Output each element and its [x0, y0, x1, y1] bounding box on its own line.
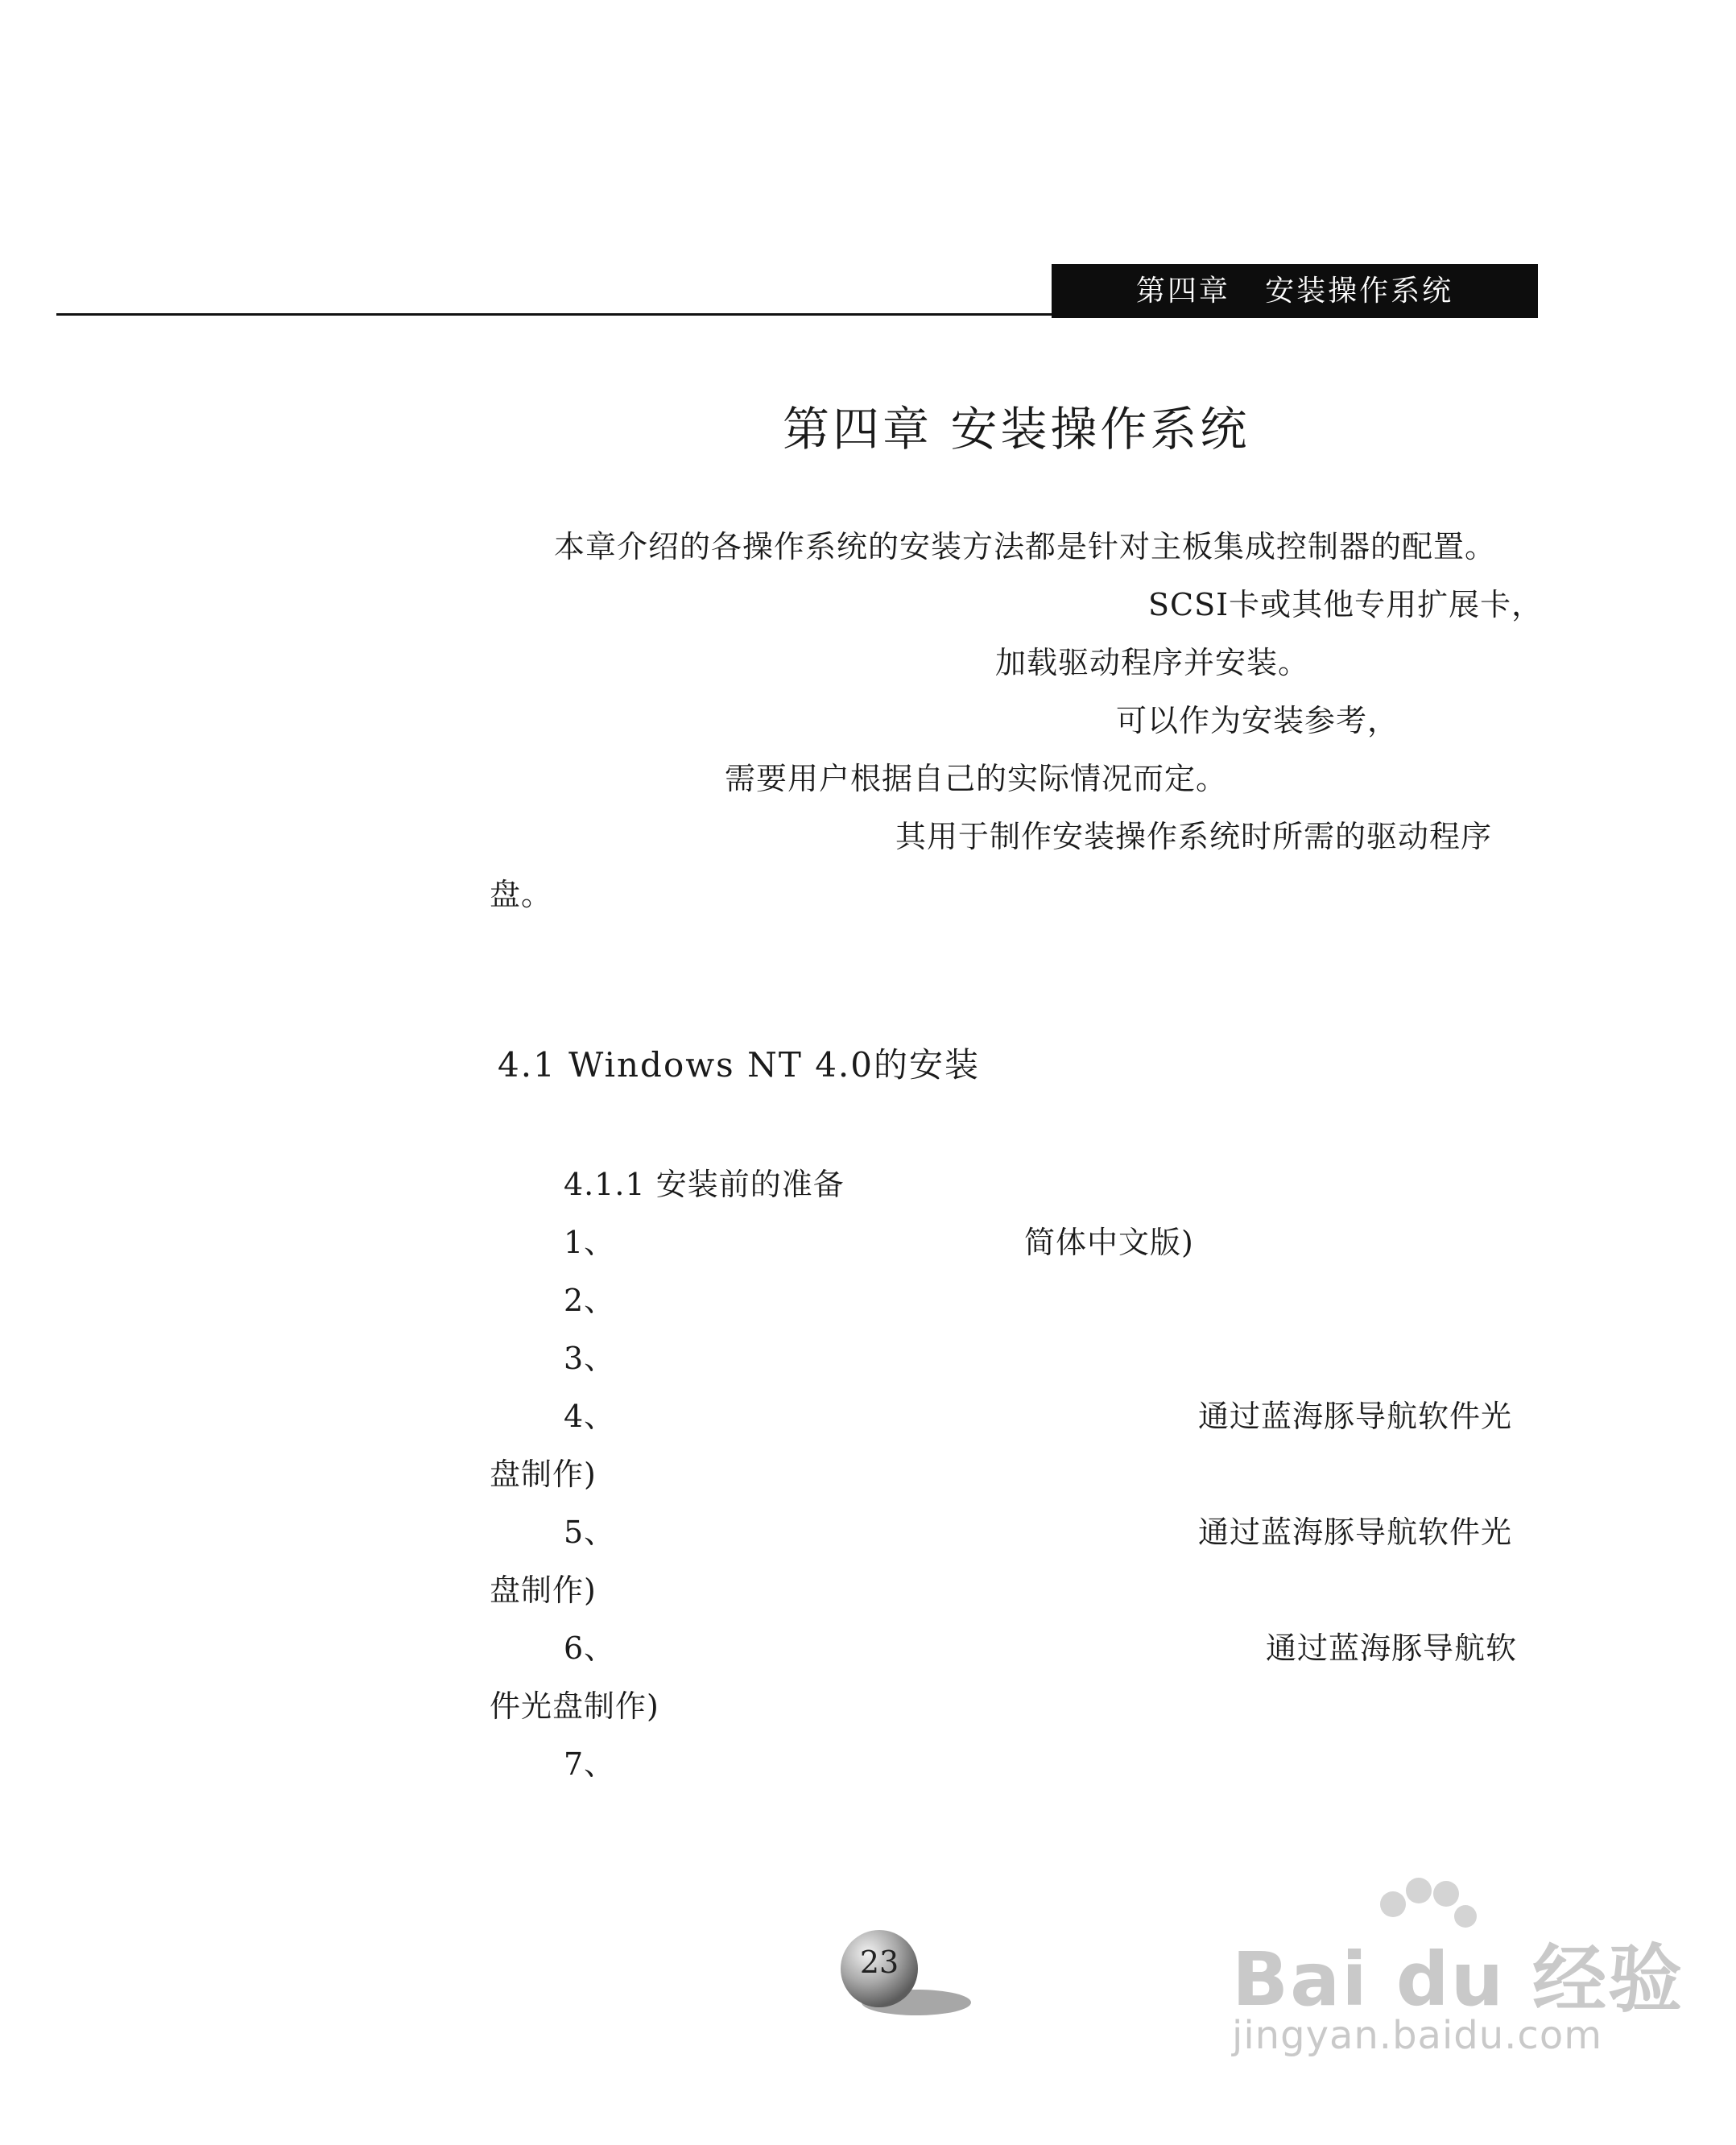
list-item-text: 通过蓝海豚导航软 — [1266, 1630, 1518, 1666]
running-header: 第四章 安装操作系统 — [1052, 264, 1538, 318]
intro-line-6: 其用于制作安装操作系统时所需的驱动程序 — [895, 819, 1493, 854]
list-item-continuation: 盘制作) — [490, 1573, 597, 1608]
list-item-continuation: 盘制作) — [490, 1457, 597, 1492]
subsection-heading: 4.1.1 安装前的准备 — [564, 1167, 845, 1202]
chapter-title: 第四章 安装操作系统 — [783, 402, 1250, 457]
intro-line-3: 加载驱动程序并安装。 — [995, 645, 1310, 680]
list-item-text: 通过蓝海豚导航软件光 — [1198, 1399, 1513, 1434]
header-rule — [56, 313, 1055, 316]
list-item-number: 5、 — [564, 1515, 616, 1550]
intro-line-7: 盘。 — [490, 877, 553, 912]
list-item-number: 6、 — [564, 1630, 616, 1666]
list-item-continuation: 件光盘制作) — [490, 1688, 659, 1724]
list-item-text: 简体中文版) — [1024, 1225, 1194, 1260]
list-item-number: 1、 — [564, 1225, 616, 1260]
intro-line-2: SCSI卡或其他专用扩展卡， — [1148, 587, 1544, 622]
section-heading: 4.1 Windows NT 4.0的安装 — [498, 1045, 980, 1085]
intro-line-1: 本章介绍的各操作系统的安装方法都是针对主板集成控制器的配置。 — [554, 529, 1497, 564]
intro-line-5: 需要用户根据自己的实际情况而定。 — [725, 761, 1228, 796]
watermark-brand: Bai du 经验 — [1232, 1936, 1684, 2023]
list-item-text: 通过蓝海豚导航软件光 — [1198, 1515, 1513, 1550]
list-item-number: 4、 — [564, 1399, 616, 1434]
page-number: 23 — [859, 1945, 899, 1980]
watermark-url: jingyan.baidu.com — [1232, 2013, 1602, 2058]
intro-line-4: 可以作为安装参考， — [1116, 703, 1399, 738]
list-item-number: 3、 — [564, 1341, 616, 1376]
page-number-badge — [836, 1928, 973, 2025]
list-item-number: 2、 — [564, 1283, 616, 1318]
list-item-number: 7、 — [564, 1746, 616, 1782]
